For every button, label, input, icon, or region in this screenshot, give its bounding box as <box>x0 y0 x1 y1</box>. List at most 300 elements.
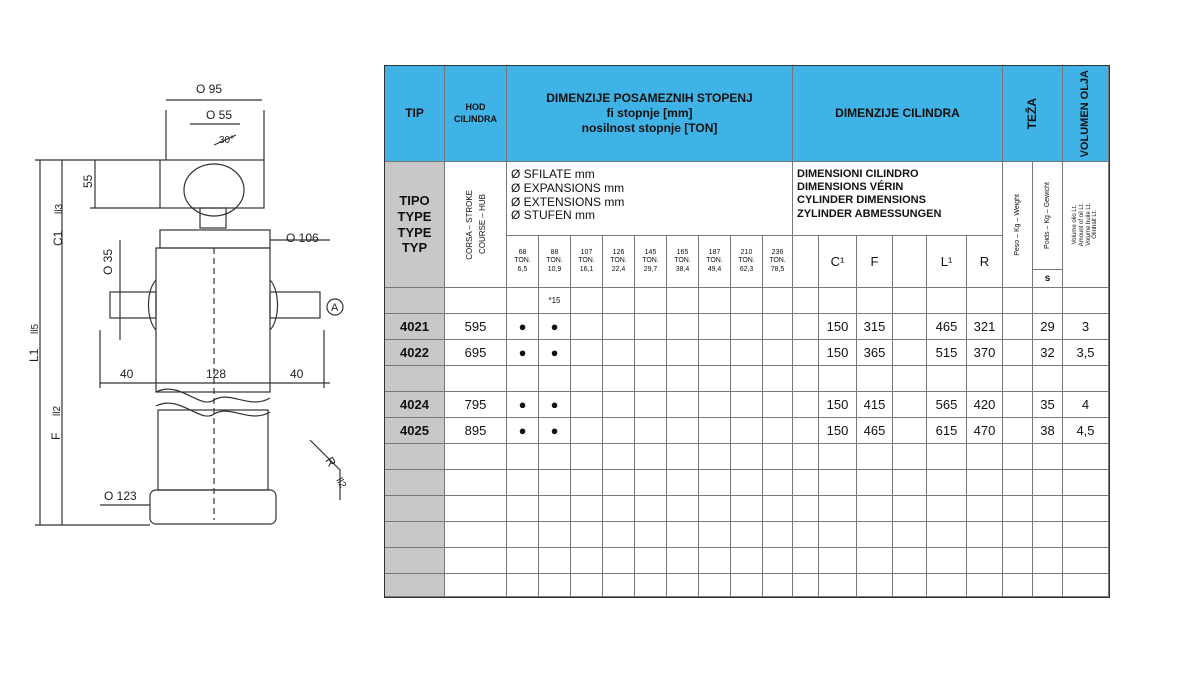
sub-weight-s: s <box>1033 270 1063 288</box>
row-stage <box>571 522 603 548</box>
header-dim-cyl: DIMENZIJE CILINDRA <box>793 66 1003 162</box>
row-stage <box>667 314 699 340</box>
row-stage <box>571 418 603 444</box>
row-stage <box>635 522 667 548</box>
header-volumen: VOLUMEN OLJA <box>1063 66 1109 162</box>
row-kg <box>1033 574 1063 597</box>
label-detail-a: A <box>331 302 339 314</box>
row-stage <box>635 496 667 522</box>
row-cyl <box>927 496 967 522</box>
label-f: F <box>49 432 63 440</box>
row-weight-blank <box>1003 574 1033 597</box>
row-weight-blank <box>1003 496 1033 522</box>
row-hod: 795 <box>445 392 507 418</box>
row-cyl <box>857 366 893 392</box>
row-stage <box>507 444 539 470</box>
stage-col-text: 165 <box>676 248 689 256</box>
row-cyl <box>819 522 857 548</box>
row-stage <box>635 366 667 392</box>
row-cyl <box>819 366 857 392</box>
row-stage <box>763 418 793 444</box>
row-cyl: 321 <box>967 314 1003 340</box>
row-stage <box>699 366 731 392</box>
row-tip <box>385 522 445 548</box>
row-stage <box>507 522 539 548</box>
stage-col-text: 126 <box>612 248 625 256</box>
row-cyl <box>893 574 927 597</box>
row-stage <box>667 522 699 548</box>
row-cyl <box>793 366 819 392</box>
stage-col-text: TON. <box>514 257 531 265</box>
sub-oil: Volume olio Lt. Amount of oil Lt. Volume huile Lt. Ölinhalt Lt. <box>1063 162 1109 288</box>
row-stage <box>603 418 635 444</box>
row-cyl <box>857 522 893 548</box>
stage-col-header <box>667 236 699 288</box>
row-stage: ● <box>507 418 539 444</box>
row-stage <box>635 444 667 470</box>
stage-col-text: TON. <box>674 257 691 265</box>
row-oil <box>1063 366 1109 392</box>
row-kg <box>1033 522 1063 548</box>
row-stage: ● <box>539 314 571 340</box>
row-tip <box>385 288 445 314</box>
row-stage <box>667 288 699 314</box>
label-o95: O 95 <box>196 82 223 96</box>
row-hod: 595 <box>445 314 507 340</box>
row-kg: 38 <box>1033 418 1063 444</box>
row-tip <box>385 444 445 470</box>
row-cyl: 150 <box>819 340 857 366</box>
row-stage <box>731 444 763 470</box>
stage-col-text: 187 <box>708 248 721 256</box>
row-stage <box>603 314 635 340</box>
row-cyl <box>927 470 967 496</box>
row-stage <box>667 548 699 574</box>
row-stage <box>731 340 763 366</box>
cyl-col-header: C¹ <box>819 236 857 288</box>
stage-col-text: 62,3 <box>739 265 754 273</box>
row-stage <box>763 340 793 366</box>
stage-col-header <box>571 236 603 288</box>
row-cyl <box>793 314 819 340</box>
row-stage <box>507 366 539 392</box>
stage-col-text: TON. <box>578 257 595 265</box>
header-teza: TEŽA <box>1003 66 1063 162</box>
row-stage <box>539 574 571 597</box>
row-cyl <box>893 522 927 548</box>
row-stage <box>635 470 667 496</box>
row-stage <box>667 340 699 366</box>
row-stage <box>731 418 763 444</box>
row-cyl: 470 <box>967 418 1003 444</box>
stage-col-text: 210 <box>740 248 753 256</box>
row-stage <box>571 314 603 340</box>
row-cyl: 150 <box>819 314 857 340</box>
stage-col-header <box>699 236 731 288</box>
row-stage <box>667 470 699 496</box>
stage-col-header <box>635 236 667 288</box>
row-hod <box>445 366 507 392</box>
header-tip: TIP <box>385 66 445 162</box>
row-oil <box>1063 288 1109 314</box>
row-stage <box>635 288 667 314</box>
row-tip <box>385 574 445 597</box>
row-stage <box>731 548 763 574</box>
row-stage <box>763 288 793 314</box>
stage-col-text: 88 <box>550 248 559 256</box>
row-stage <box>571 366 603 392</box>
header-dim-stages: DIMENZIJE POSAMEZNIH STOPENJ fi stopnje [mm] nosilnost stopnje [TON] <box>507 66 793 162</box>
row-cyl <box>819 288 857 314</box>
row-stage <box>571 392 603 418</box>
row-oil <box>1063 548 1109 574</box>
row-stage <box>635 574 667 597</box>
row-cyl <box>819 496 857 522</box>
row-tip: 4025 <box>385 418 445 444</box>
row-stage <box>731 392 763 418</box>
stage-col-text: 49,4 <box>707 265 722 273</box>
row-kg: 32 <box>1033 340 1063 366</box>
row-cyl <box>967 288 1003 314</box>
row-stage <box>699 522 731 548</box>
row-stage <box>603 522 635 548</box>
row-cyl <box>893 496 927 522</box>
row-stage <box>667 366 699 392</box>
label-40-left: 40 <box>120 367 134 381</box>
row-hod: 895 <box>445 418 507 444</box>
row-cyl: 415 <box>857 392 893 418</box>
row-weight-blank <box>1003 366 1033 392</box>
row-stage <box>635 340 667 366</box>
row-cyl <box>793 496 819 522</box>
row-oil: 4,5 <box>1063 418 1109 444</box>
row-hod <box>445 288 507 314</box>
row-cyl <box>819 470 857 496</box>
row-hod <box>445 522 507 548</box>
row-stage <box>603 340 635 366</box>
row-stage: ● <box>539 392 571 418</box>
cyl-col-header <box>793 236 819 288</box>
row-cyl <box>967 366 1003 392</box>
stage-col-text: TON. <box>706 257 723 265</box>
row-stage <box>635 418 667 444</box>
row-stage: ● <box>507 314 539 340</box>
row-tip <box>385 496 445 522</box>
row-stage <box>571 470 603 496</box>
row-stage <box>667 418 699 444</box>
row-stage <box>603 548 635 574</box>
row-cyl: 515 <box>927 340 967 366</box>
row-cyl <box>793 574 819 597</box>
stage-col-text: 236 <box>771 248 784 256</box>
label-angle: 30° <box>219 135 235 146</box>
stage-col-header <box>603 236 635 288</box>
row-stage <box>507 496 539 522</box>
row-tip <box>385 548 445 574</box>
row-stage <box>699 418 731 444</box>
row-cyl <box>793 522 819 548</box>
row-weight-blank <box>1003 418 1033 444</box>
row-cyl <box>893 366 927 392</box>
row-stage <box>539 444 571 470</box>
row-cyl: 465 <box>857 418 893 444</box>
row-cyl <box>893 418 927 444</box>
row-stage <box>699 288 731 314</box>
row-cyl: 315 <box>857 314 893 340</box>
stage-col-text: TON. <box>546 257 563 265</box>
row-cyl: 465 <box>927 314 967 340</box>
stage-col-text: TON. <box>769 257 786 265</box>
row-stage <box>507 574 539 597</box>
row-stage <box>731 574 763 597</box>
top-eye <box>160 160 264 208</box>
row-stage <box>507 288 539 314</box>
row-cyl <box>793 392 819 418</box>
row-cyl <box>927 444 967 470</box>
row-weight-blank <box>1003 548 1033 574</box>
label-o123: O 123 <box>104 489 137 503</box>
row-hod: 695 <box>445 340 507 366</box>
row-stage <box>539 366 571 392</box>
row-oil: 3 <box>1063 314 1109 340</box>
row-cyl: 565 <box>927 392 967 418</box>
row-kg: 29 <box>1033 314 1063 340</box>
label-o55: O 55 <box>206 108 233 122</box>
row-stage <box>763 314 793 340</box>
row-kg <box>1033 548 1063 574</box>
cyl-col-header: L¹ <box>927 236 967 288</box>
row-stage <box>603 574 635 597</box>
stage-col-text: 68 <box>518 248 527 256</box>
row-stage <box>571 496 603 522</box>
row-cyl <box>793 548 819 574</box>
row-stage: ● <box>507 392 539 418</box>
row-cyl <box>857 496 893 522</box>
row-cyl: 150 <box>819 392 857 418</box>
row-cyl <box>793 470 819 496</box>
row-stage <box>699 496 731 522</box>
sub-weight-1: Peso – Kg – Weight <box>1003 162 1033 288</box>
row-cyl <box>857 548 893 574</box>
row-stage <box>763 548 793 574</box>
row-stage <box>763 574 793 597</box>
row-cyl <box>819 548 857 574</box>
row-cyl <box>893 470 927 496</box>
row-stage <box>635 314 667 340</box>
row-stage: ● <box>539 340 571 366</box>
row-stage <box>571 548 603 574</box>
label-c1: C1 <box>51 230 65 246</box>
row-cyl: 420 <box>967 392 1003 418</box>
row-stage <box>539 470 571 496</box>
row-cyl <box>857 470 893 496</box>
row-stage <box>667 392 699 418</box>
row-cyl <box>819 444 857 470</box>
row-stage <box>571 574 603 597</box>
label-55: 55 <box>81 174 95 188</box>
stage-col-text: 29,7 <box>643 265 658 273</box>
label-f-index: ll2 <box>52 405 63 416</box>
row-cyl <box>927 366 967 392</box>
row-weight-blank <box>1003 470 1033 496</box>
row-cyl: 370 <box>967 340 1003 366</box>
row-cyl <box>893 340 927 366</box>
row-cyl <box>893 444 927 470</box>
row-stage <box>667 574 699 597</box>
label-o35: O 35 <box>101 248 115 275</box>
row-hod <box>445 574 507 597</box>
row-stage: *15 <box>539 288 571 314</box>
row-cyl <box>927 522 967 548</box>
row-stage <box>635 392 667 418</box>
stage-col-text: 16,1 <box>579 265 594 273</box>
label-40-right: 40 <box>290 367 304 381</box>
row-stage <box>731 496 763 522</box>
label-o106: O 106 <box>286 231 319 245</box>
sub-stroke: CORSA – STROKE COURSE – HUB <box>445 162 507 288</box>
row-stage <box>635 548 667 574</box>
row-kg <box>1033 444 1063 470</box>
cyl-col-header: F <box>857 236 893 288</box>
row-cyl <box>857 288 893 314</box>
label-r-index: ll2 <box>333 476 348 491</box>
stage-col-text: 10,9 <box>547 265 562 273</box>
row-weight-blank <box>1003 340 1033 366</box>
row-stage <box>699 548 731 574</box>
row-stage <box>699 314 731 340</box>
row-cyl <box>793 418 819 444</box>
row-hod <box>445 496 507 522</box>
row-stage <box>571 340 603 366</box>
header-hod: HOD CILINDRA <box>445 66 507 162</box>
row-stage <box>699 470 731 496</box>
sub-cyl-lang: DIMENSIONI CILINDRO DIMENSIONS VÉRIN CYLINDER DIMENSIONS ZYLINDER ABMESSUNGEN <box>793 162 1003 236</box>
row-kg <box>1033 496 1063 522</box>
row-tip: 4022 <box>385 340 445 366</box>
stage-col-text: TON. <box>738 257 755 265</box>
row-stage <box>699 574 731 597</box>
label-c1-index: ll3 <box>54 203 65 214</box>
stage-col-text: 107 <box>580 248 593 256</box>
row-stage <box>731 522 763 548</box>
row-oil <box>1063 522 1109 548</box>
row-stage <box>763 522 793 548</box>
row-cyl <box>967 496 1003 522</box>
row-stage <box>539 496 571 522</box>
stage-col-text: 38,4 <box>675 265 690 273</box>
row-stage <box>699 444 731 470</box>
stage-col-header <box>763 236 793 288</box>
row-kg: 35 <box>1033 392 1063 418</box>
row-stage <box>603 470 635 496</box>
row-stage <box>667 496 699 522</box>
row-stage <box>603 444 635 470</box>
row-cyl <box>793 288 819 314</box>
row-stage: ● <box>539 418 571 444</box>
row-oil <box>1063 574 1109 597</box>
row-stage <box>571 444 603 470</box>
row-kg <box>1033 366 1063 392</box>
row-cyl <box>893 548 927 574</box>
row-cyl <box>793 444 819 470</box>
label-l1: L1 <box>27 348 41 362</box>
row-weight-blank <box>1003 444 1033 470</box>
row-stage <box>539 548 571 574</box>
row-stage <box>603 288 635 314</box>
row-tip: 4024 <box>385 392 445 418</box>
row-weight-blank <box>1003 288 1033 314</box>
stage-col-header <box>539 236 571 288</box>
sub-weight-2: Poids – Kg – Gewicht <box>1033 162 1063 270</box>
row-weight-blank <box>1003 522 1033 548</box>
row-oil: 3,5 <box>1063 340 1109 366</box>
row-cyl <box>893 392 927 418</box>
row-oil: 4 <box>1063 392 1109 418</box>
stage-col-text: TON. <box>610 257 627 265</box>
sub-stages-lang: Ø SFILATE mm Ø EXPANSIONS mm Ø EXTENSIONS mm Ø STUFEN mm <box>507 162 793 236</box>
row-stage <box>603 496 635 522</box>
row-stage <box>763 366 793 392</box>
row-stage <box>507 470 539 496</box>
label-l1-index: ll5 <box>30 323 41 334</box>
row-cyl <box>857 574 893 597</box>
row-cyl: 150 <box>819 418 857 444</box>
row-oil <box>1063 496 1109 522</box>
row-cyl <box>927 574 967 597</box>
row-cyl: 615 <box>927 418 967 444</box>
row-cyl <box>793 340 819 366</box>
row-stage <box>667 444 699 470</box>
cyl-col-header: R <box>967 236 1003 288</box>
row-stage <box>603 392 635 418</box>
stage-col-text: 22,4 <box>611 265 626 273</box>
cyl-col-header <box>893 236 927 288</box>
row-hod <box>445 470 507 496</box>
sub-tipo: TIPO TYPE TYPE TYP <box>385 162 445 288</box>
row-cyl <box>857 444 893 470</box>
stage-col-header <box>731 236 763 288</box>
row-cyl <box>967 548 1003 574</box>
label-r: R <box>322 454 339 470</box>
stage-col-text: 145 <box>644 248 657 256</box>
row-stage <box>731 288 763 314</box>
row-stage <box>507 548 539 574</box>
row-cyl <box>927 548 967 574</box>
row-stage <box>571 288 603 314</box>
row-oil <box>1063 470 1109 496</box>
row-tip <box>385 470 445 496</box>
row-kg <box>1033 470 1063 496</box>
stage-col-text: 78,5 <box>770 265 785 273</box>
stage-col-text: TON. <box>642 257 659 265</box>
row-cyl <box>819 574 857 597</box>
row-stage <box>539 522 571 548</box>
row-stage <box>699 340 731 366</box>
stage-col-header <box>507 236 539 288</box>
row-stage <box>763 470 793 496</box>
row-oil <box>1063 444 1109 470</box>
spec-table <box>384 65 1110 598</box>
row-stage <box>699 392 731 418</box>
row-tip <box>385 366 445 392</box>
row-tip: 4021 <box>385 314 445 340</box>
row-cyl <box>893 288 927 314</box>
row-stage <box>731 314 763 340</box>
row-stage <box>763 392 793 418</box>
row-weight-blank <box>1003 392 1033 418</box>
row-cyl <box>967 574 1003 597</box>
row-kg <box>1033 288 1063 314</box>
